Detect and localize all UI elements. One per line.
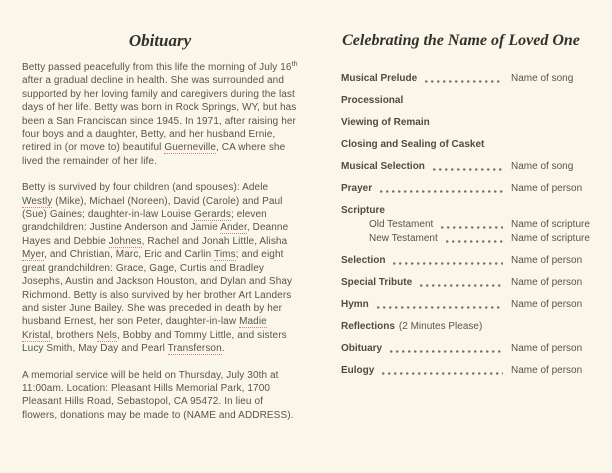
program-item-value: Name of person	[511, 255, 583, 266]
program-item-label: Viewing of Remain	[341, 117, 430, 128]
order-of-service-page	[341, 30, 590, 386]
program-item-label: Special Tribute	[341, 277, 413, 288]
text-segment: , Rachel and Jonah Little, Alisha	[141, 235, 288, 247]
program-row	[341, 254, 581, 267]
misspelled-word: Westly	[22, 195, 53, 207]
program-item-label: Selection	[341, 255, 386, 266]
program-row	[341, 72, 581, 85]
obituary-page	[22, 30, 298, 422]
text-segment: A memorial service will be held on Thursday, July 30th at 11:00am. Location: Pleasant Hills Memorial Park, 1700 Pleasant Hills Road, Sebastopol, CA 95472. In lieu of flowers, donations may be made to (NAME and ADDRESS).	[22, 369, 294, 421]
text-segment: Betty is survived by four children (and spouses): Adele	[22, 182, 269, 194]
dotted-leader	[390, 350, 503, 353]
program-row	[341, 320, 581, 333]
misspelled-word: Myer	[22, 249, 45, 261]
dotted-leader	[377, 306, 503, 309]
text-segment: th	[291, 61, 298, 68]
program-item-label: Musical Prelude	[341, 73, 418, 84]
text-segment: .	[221, 343, 225, 355]
program-item-label: Processional	[341, 95, 404, 106]
program-row	[341, 138, 581, 151]
order-of-service-title: Celebrating the Name of Loved One	[342, 32, 580, 49]
dotted-leader	[446, 240, 503, 243]
program-item-label: Reflections	[341, 321, 395, 332]
program-row	[341, 94, 581, 107]
program-item-label: Obituary	[341, 343, 383, 354]
program-item-label: Scripture	[341, 205, 385, 216]
misspelled-word: Guerneville	[164, 142, 217, 154]
program-item-value: Name of person	[511, 183, 583, 194]
misspelled-word: Tims	[213, 249, 236, 261]
misspelled-word: Madie	[239, 316, 267, 328]
program-row	[341, 218, 590, 231]
program-item-note: (2 Minutes Please)	[398, 321, 483, 332]
misspelled-word: Ander	[220, 222, 247, 234]
text-segment: , brothers	[50, 329, 97, 341]
dotted-leader	[441, 226, 503, 229]
program-item-value: Name of person	[511, 343, 583, 354]
text-segment: , and Christian, Marc, Eric and Carlin	[44, 249, 214, 261]
dotted-leader	[393, 262, 503, 265]
text-segment: ; eleven grandchildren: Justine Anderson and Jamie	[22, 209, 267, 234]
program-row	[341, 364, 581, 377]
program-row	[341, 276, 581, 289]
dotted-leader	[382, 372, 503, 375]
program-item-label: Eulogy	[341, 365, 375, 376]
misspelled-word: Gerards	[194, 209, 231, 221]
program-item-label: Old Testament	[369, 219, 434, 230]
misspelled-word: Kristal	[22, 329, 51, 341]
program-item-value: Name of person	[511, 365, 583, 376]
obituary-paragraph	[22, 61, 298, 168]
program-item-value: Name of scripture	[511, 233, 590, 244]
text-segment: Betty passed peacefully from this life the morning of July 16	[22, 62, 292, 73]
program-item-value: Name of person	[511, 299, 583, 310]
text-segment: , CA where she lived the remainder of her life.	[22, 142, 286, 167]
dotted-leader	[380, 190, 503, 193]
text-segment: (Mike), Michael (Noreen), David (Carole) and Paul (Sue) Gaines; daughter-in-law Louise	[22, 195, 283, 221]
obituary-paragraph	[22, 181, 298, 355]
program-item-label: Hymn	[341, 299, 369, 310]
program-row	[341, 204, 581, 217]
program-row	[341, 298, 581, 311]
program-item-value: Name of person	[511, 277, 583, 288]
program-item-label: Musical Selection	[341, 161, 425, 172]
program-row	[341, 160, 581, 173]
program-row	[341, 342, 581, 355]
dotted-leader	[420, 284, 503, 287]
dotted-leader	[433, 168, 503, 171]
obituary-title: Obituary	[128, 31, 192, 50]
text-segment: ; and eight great grandchildren: Grace, Gage, Curtis and Bradley Josephs, Austin and Jackson Houston, and Dylan and Shay Richmond. Betty is also survived by her brother Art Landers and sister June Bailey. She was preceded in death by her husband Ernest, her son Peter, daughter-in-law	[22, 249, 293, 328]
program-list	[341, 72, 590, 377]
misspelled-word: Transferson	[167, 343, 222, 355]
text-segment: after a gradual decline in health. She was surrounded and supported by her loving family and caregivers during the last days of her life. Betty was born in Rock Springs, WY, but has been a San Franciscan since 1945. In 1971, after raising her four boys and a daughter, Betty, and her husband Ernie, retired in (or move to) beautiful	[22, 75, 297, 154]
program-row	[341, 182, 581, 195]
program-item-label: Closing and Sealing of Casket	[341, 139, 485, 150]
program-row	[341, 116, 581, 129]
obituary-paragraph	[22, 369, 298, 423]
obituary-text	[22, 61, 298, 422]
dotted-leader	[425, 80, 503, 83]
text-segment: , Deanne Hayes and Debbie	[22, 222, 289, 247]
text-segment: , Bobby and Tommy Little, and sisters Lucy Smith, May Day and Pearl	[22, 329, 287, 355]
program-item-label: Prayer	[341, 183, 373, 194]
misspelled-word: Johnes	[108, 235, 142, 247]
program-item-value: Name of song	[511, 73, 574, 84]
program-item-value: Name of scripture	[511, 219, 590, 230]
misspelled-word: Nels	[96, 329, 118, 341]
program-item-value: Name of song	[511, 161, 574, 172]
program-row	[341, 232, 590, 245]
program-item-label: New Testament	[369, 233, 438, 244]
